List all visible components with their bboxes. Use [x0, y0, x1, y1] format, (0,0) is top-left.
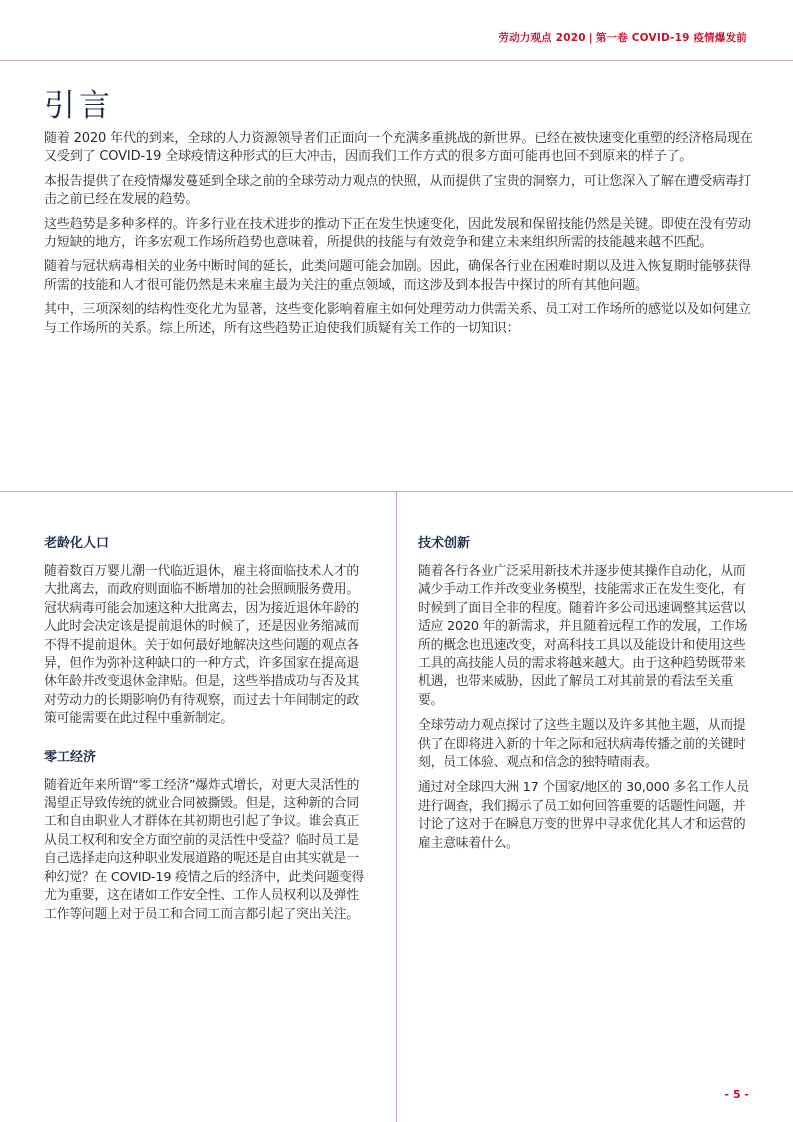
intro-paragraph: 这些趋势是多种多样的。许多行业在技术进步的推动下正在发生快速变化，因此发展和保留技能仍然是关键。即使在没有劳动力短缺的地方，许多宏观工作场所趋势也意味着，所提供的技能与有效竞争和建立未来组织所需的技能越来越不匹配。	[44, 216, 751, 251]
page-number: - 5 -	[724, 1088, 749, 1101]
right-column	[418, 534, 750, 860]
intro-paragraph: 随着与冠状病毒相关的业务中断时间的延长，此类问题可能会加剧。因此，确保各行业在困难时期以及进入恢复期时能够获得所需的技能和人才很可能仍然是未来雇主最为关注的重点领域，而这涉及到本报告中探讨的所有其他问题。	[44, 259, 751, 293]
volume-title: 第一卷 COVID-19 疫情爆发前	[595, 32, 747, 44]
section-divider-vertical	[396, 491, 397, 1122]
gig-economy-heading: 零工经济	[44, 749, 97, 765]
report-title: 劳动力观点 2020	[498, 32, 586, 44]
intro-paragraph: 随着 2020 年代的到来，全球的人力资源领导者们正面向一个充满多重挑战的新世界。已经在被快速变化重塑的经济格局现在又受到了 COVID-19 全球疫情这种形式的巨大冲击，因而我们工作方式的很多方面可能再也回不到原来的样子了。	[44, 131, 753, 165]
page-title: 引言	[44, 88, 114, 124]
header-separator: |	[588, 32, 593, 44]
gig-economy-paragraph: 随着近年来所谓“零工经济”爆炸式增长，对更大灵活性的渴望正导致传统的就业合同被撕毁。但是，这种新的合同工和自由职业人才群体在其初期也引起了争议。谁会真正从员工权利和安全方面空前的灵活性中受益？临时员工是自己选择走向这种职业发展道路的呢还是自由其实就是一种幻觉？在 COVID-19 疫情之后的经济中，此类问题变得尤为重要，这在诸如工作安全性、工作人员权利以及弹性工作等问题上对于员工和合同工而言都引起了突出关注。	[44, 777, 365, 922]
aging-population-heading: 老龄化人口	[44, 536, 110, 551]
tech-innovation-paragraph: 全球劳动力观点探讨了这些主题以及许多其他主题，从而提供了在即将进入新的十年之际和冠状病毒传播之前的关键时刻，员工体验、观点和信念的独特晴雨表。	[418, 718, 746, 771]
intro-section	[44, 130, 756, 344]
left-column	[44, 534, 370, 931]
intro-paragraph: 本报告提供了在疫情爆发蔓延到全球之前的全球劳动力观点的快照，从而提供了宝贵的洞察力，可让您深入了解在遭受病毒打击之前已经在发展的趋势。	[44, 173, 751, 208]
tech-innovation-heading: 技术创新	[418, 536, 471, 551]
tech-innovation-paragraph: 通过对全球四大洲 17 个国家/地区的 30,000 多名工作人员进行调查，我们揭示了员工如何回答重要的话题性问题，并讨论了这对于在瞬息万变的世界中寻求优化其人才和运营的雇主意味着什么。	[418, 780, 749, 851]
header-rule	[0, 60, 793, 61]
tech-innovation-paragraph: 随着各行各业广泛采用新技术并逐步使其操作自动化，从而减少手动工作并改变业务模型，技能需求正在发生变化，有时候到了面目全非的程度。随着许多公司迅速调整其运营以适应 2020 年的新需求，并且随着远程工作的发展，工作场所的概念也迅速改变，对高科技工具以及能设计和使用这些工具的高技能人员的需求将越来越大。由于这种趋势既带来机遇，也带来威胁，因此了解员工对其前景的看法至关重要。	[418, 564, 748, 708]
running-header	[498, 30, 747, 45]
aging-population-paragraph: 随着数百万婴儿潮一代临近退休，雇主将面临技术人才的大批离去，而政府则面临不断增加的社会照顾服务费用。冠状病毒可能会加速这种大批离去，因为接近退休年龄的人此时会决定该是提前退休的时候了，还是因业务缩减而不得不提前退休。关于如何最好地解决这些问题的观点各异，但作为弥补这种缺口的一种方式，许多国家在提高退休年龄并改变退休金津贴。但是，这些举措成功与否及其对劳动力的长期影响仍有待观察，而过去十年间制定的政策可能需要在此过程中重新制定。	[44, 564, 359, 727]
intro-paragraph: 其中，三项深刻的结构性变化尤为显著，这些变化影响着雇主如何处理劳动力供需关系、员工对工作场所的感觉以及如何建立与工作场所的关系。综上所述，所有这些趋势正迫使我们质疑有关工作的一切知识：	[44, 302, 751, 336]
